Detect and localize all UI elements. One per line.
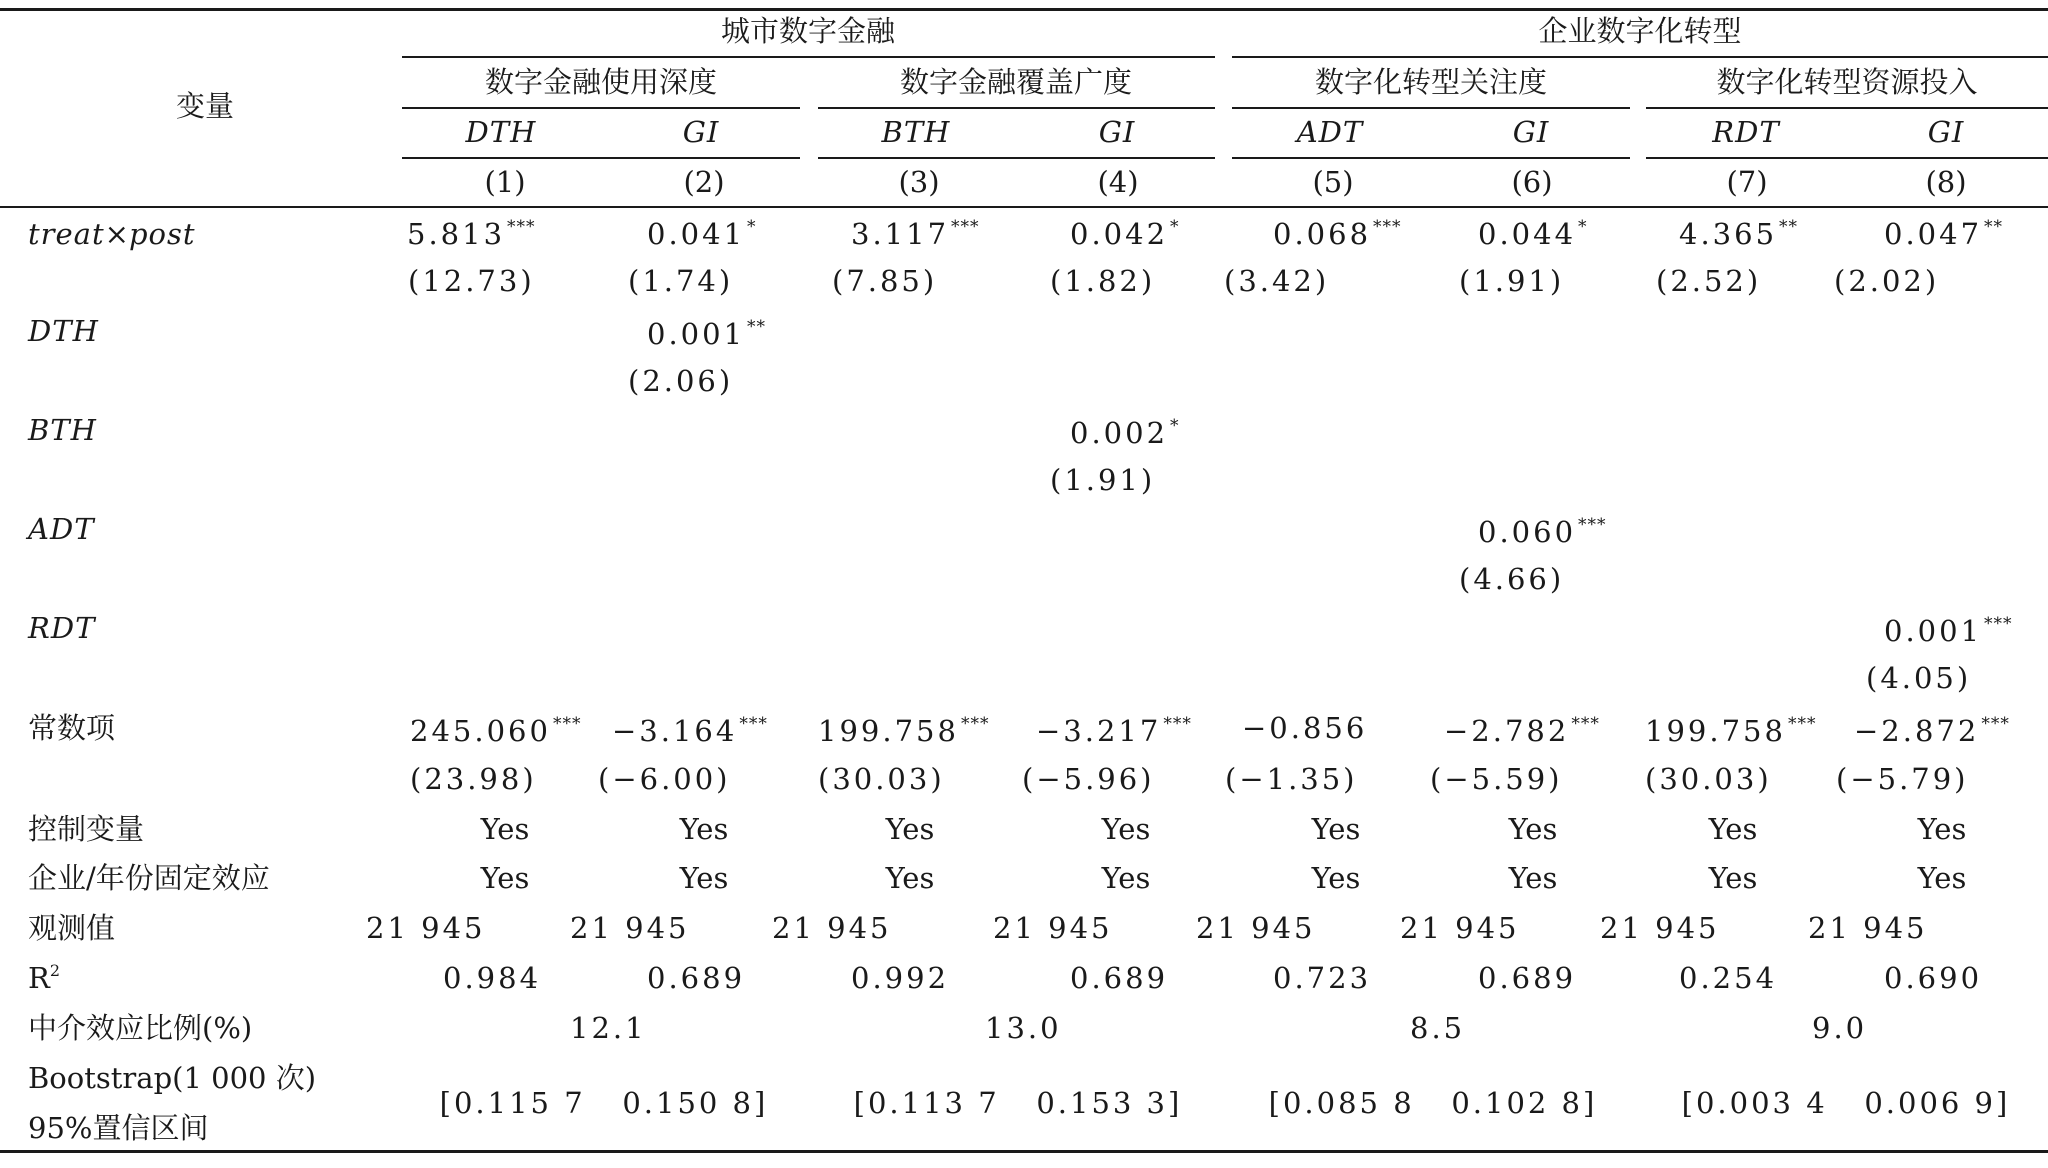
- r2-value: 0.723: [1273, 961, 1372, 995]
- coef-value: 0.001: [647, 317, 746, 351]
- t-stat: (−5.79): [1836, 762, 1969, 796]
- col-number-4: (4): [1097, 165, 1139, 199]
- group-header-digital-transformation: 企业数字化转型: [1538, 14, 1742, 48]
- coef-cell: [851, 216, 980, 257]
- row-label-confidence-interval: 95%置信区间: [28, 1111, 209, 1145]
- fe-value: Yes: [480, 861, 530, 895]
- significance-stars: ***: [1578, 515, 1607, 535]
- t-stat: (2.02): [1834, 264, 1940, 298]
- t-stat: (3.42): [1224, 264, 1330, 298]
- var-header-3: BTH: [881, 115, 951, 149]
- var-underline-3: [1232, 157, 1630, 159]
- significance-stars: ***: [507, 217, 536, 237]
- coef-value: 0.042: [1070, 217, 1169, 251]
- var-underline-4: [1646, 157, 2048, 159]
- controls-value: Yes: [1311, 812, 1361, 846]
- t-stat: (30.03): [818, 762, 945, 796]
- coef-value: 0.002: [1070, 416, 1169, 450]
- ci-value: [0.085 8 0.102 8]: [1268, 1086, 1598, 1120]
- coef-value: −2.782: [1444, 714, 1570, 748]
- significance-stars: *: [747, 217, 757, 237]
- variable-header: 变量: [175, 89, 235, 123]
- subheader-coverage-breadth: 数字金融覆盖广度: [899, 65, 1133, 99]
- col-number-2: (2): [683, 165, 725, 199]
- row-label-treat-post: [28, 216, 196, 252]
- fe-value: Yes: [1917, 861, 1967, 895]
- t-stat: (1.82): [1050, 264, 1156, 298]
- significance-stars: ***: [1163, 714, 1192, 734]
- t-stat: (−6.00): [598, 762, 731, 796]
- coef-value: −3.164: [612, 714, 738, 748]
- significance-stars: ***: [1373, 217, 1402, 237]
- mediation-value: 8.5: [1410, 1011, 1466, 1045]
- coef-value: 0.060: [1478, 515, 1577, 549]
- var-header-7: RDT: [1712, 115, 1780, 149]
- obs-value: 21 945: [1600, 911, 1720, 945]
- significance-stars: **: [1779, 217, 1799, 237]
- ci-value: [0.003 4 0.006 9]: [1681, 1086, 2011, 1120]
- mediation-value: 12.1: [570, 1011, 647, 1045]
- row-label-observations: 观测值: [28, 911, 116, 945]
- significance-stars: ***: [1984, 614, 2013, 634]
- controls-value: Yes: [885, 812, 935, 846]
- t-stat: (−1.35): [1225, 762, 1358, 796]
- coef-cell: [647, 316, 766, 357]
- subheader-resource-input: 数字化转型资源投入: [1716, 65, 1978, 99]
- significance-stars: **: [747, 317, 767, 337]
- coef-cell: [1070, 415, 1180, 456]
- obs-value: 21 945: [366, 911, 486, 945]
- r2-value: 0.689: [1478, 961, 1577, 995]
- fe-value: Yes: [885, 861, 935, 895]
- row-label-controls: 控制变量: [28, 812, 145, 846]
- controls-value: Yes: [1508, 812, 1558, 846]
- ci-value: [0.113 7 0.153 3]: [853, 1086, 1183, 1120]
- row-label-rdt: RDT: [28, 611, 96, 645]
- row-label-bootstrap: Bootstrap(1 000 次): [28, 1061, 317, 1095]
- obs-value: 21 945: [570, 911, 690, 945]
- t-stat: (30.03): [1645, 762, 1772, 796]
- coef-value: 4.365: [1679, 217, 1778, 251]
- r2-value: 0.689: [647, 961, 746, 995]
- significance-stars: ***: [951, 217, 980, 237]
- col-number-6: (6): [1511, 165, 1553, 199]
- t-stat: (4.05): [1866, 661, 1972, 695]
- var-header-2: GI: [682, 115, 720, 149]
- coef-cell: [1478, 216, 1588, 257]
- r2-value: 0.690: [1884, 961, 1983, 995]
- r2-value: 0.689: [1070, 961, 1169, 995]
- r2-value: 0.254: [1679, 961, 1778, 995]
- t-stat: (1.91): [1050, 463, 1156, 497]
- row-label-adt: ADT: [28, 512, 95, 546]
- coef-cell: [407, 216, 536, 257]
- coef-value: 3.117: [851, 217, 950, 251]
- row-label-dth: DTH: [28, 314, 99, 348]
- fe-value: Yes: [679, 861, 729, 895]
- significance-stars: ***: [1787, 714, 1817, 734]
- coef-value: −2.872: [1854, 714, 1980, 748]
- obs-value: 21 945: [993, 911, 1113, 945]
- obs-value: 21 945: [772, 911, 892, 945]
- t-stat: (2.52): [1656, 264, 1762, 298]
- significance-stars: *: [1170, 217, 1180, 237]
- coef-cell: [1036, 713, 1192, 754]
- t-stat: (12.73): [408, 264, 535, 298]
- row-label-r-squared: [28, 960, 60, 1001]
- sub-underline-3: [1232, 107, 1630, 109]
- coef-value: 5.813: [407, 217, 506, 251]
- r-label: R: [28, 961, 50, 995]
- var-header-1: DTH: [465, 115, 537, 149]
- coef-cell: [1884, 216, 2003, 257]
- controls-value: Yes: [1708, 812, 1758, 846]
- coef-value: 0.047: [1884, 217, 1983, 251]
- r2-value: 0.984: [443, 961, 542, 995]
- subheader-attention: 数字化转型关注度: [1314, 65, 1548, 99]
- significance-stars: ***: [739, 714, 768, 734]
- coef-value: −0.856: [1242, 711, 1368, 745]
- var-header-4: GI: [1098, 115, 1136, 149]
- controls-value: Yes: [1917, 812, 1967, 846]
- obs-value: 21 945: [1196, 911, 1316, 945]
- controls-value: Yes: [480, 812, 530, 846]
- sub-underline-1: [402, 107, 800, 109]
- coef-value: 245.060: [410, 714, 551, 748]
- group2-underline: [1232, 56, 2048, 58]
- controls-value: Yes: [679, 812, 729, 846]
- var-header-8: GI: [1927, 115, 1965, 149]
- group-header-digital-finance: 城市数字金融: [720, 14, 896, 48]
- coef-cell: [1478, 514, 1607, 555]
- t-stat: (1.91): [1459, 264, 1565, 298]
- t-stat: (−5.96): [1022, 762, 1155, 796]
- var-header-5: ADT: [1296, 115, 1364, 149]
- coef-cell: [410, 713, 581, 754]
- label-times: ×: [104, 217, 129, 251]
- t-stat: (23.98): [410, 762, 537, 796]
- coef-cell: [1645, 713, 1816, 754]
- t-stat: (1.74): [628, 264, 734, 298]
- bottom-rule: [0, 1150, 2048, 1153]
- row-label-constant: 常数项: [28, 711, 116, 745]
- fe-value: Yes: [1311, 861, 1361, 895]
- controls-value: Yes: [1101, 812, 1151, 846]
- obs-value: 21 945: [1400, 911, 1520, 945]
- var-header-6: GI: [1512, 115, 1550, 149]
- coef-value: 0.041: [647, 217, 746, 251]
- var-underline-2: [818, 157, 1215, 159]
- coef-cell: [1679, 216, 1798, 257]
- col-number-7: (7): [1726, 165, 1768, 199]
- significance-stars: ***: [552, 714, 582, 734]
- ci-value: [0.115 7 0.150 8]: [439, 1086, 769, 1120]
- row-label-fixed-effects: 企业/年份固定效应: [28, 861, 270, 895]
- coef-value: 0.044: [1478, 217, 1577, 251]
- r2-value: 0.992: [851, 961, 950, 995]
- sub-underline-4: [1646, 107, 2048, 109]
- var-underline-1: [402, 157, 800, 159]
- significance-stars: ***: [1981, 714, 2010, 734]
- mediation-value: 13.0: [985, 1011, 1062, 1045]
- coef-cell: [612, 713, 768, 754]
- coef-cell: [1884, 613, 2013, 654]
- coef-value: 0.001: [1884, 614, 1983, 648]
- label-treat: treat: [28, 217, 105, 251]
- significance-stars: *: [1170, 416, 1180, 436]
- t-stat: (7.85): [832, 264, 938, 298]
- significance-stars: **: [1984, 217, 2004, 237]
- subheader-usage-depth: 数字金融使用深度: [484, 65, 718, 99]
- col-number-3: (3): [898, 165, 940, 199]
- label-post: post: [128, 217, 196, 251]
- coef-cell: [1242, 710, 1369, 751]
- mediation-value: 9.0: [1812, 1011, 1868, 1045]
- t-stat: (−5.59): [1430, 762, 1563, 796]
- significance-stars: *: [1578, 217, 1588, 237]
- coef-cell: [1854, 713, 2010, 754]
- significance-stars: ***: [1571, 714, 1600, 734]
- t-stat: (4.66): [1459, 562, 1565, 596]
- coef-value: −3.217: [1036, 714, 1162, 748]
- row-label-mediation: 中介效应比例(%): [28, 1011, 253, 1045]
- coef-value: 199.758: [818, 714, 959, 748]
- coef-cell: [1070, 216, 1180, 257]
- t-stat: (2.06): [628, 364, 734, 398]
- fe-value: Yes: [1708, 861, 1758, 895]
- fe-value: Yes: [1101, 861, 1151, 895]
- significance-stars: ***: [960, 714, 990, 734]
- group1-underline: [402, 56, 1215, 58]
- row-label-bth: BTH: [28, 413, 97, 447]
- coef-cell: [1444, 713, 1600, 754]
- col-number-5: (5): [1312, 165, 1354, 199]
- r-label-superscript: 2: [49, 961, 61, 980]
- header-bottom-rule: [0, 206, 2048, 208]
- coef-value: 0.068: [1273, 217, 1372, 251]
- col-number-8: (8): [1925, 165, 1967, 199]
- obs-value: 21 945: [1808, 911, 1928, 945]
- fe-value: Yes: [1508, 861, 1558, 895]
- col-number-1: (1): [484, 165, 526, 199]
- coef-cell: [647, 216, 757, 257]
- coef-cell: [818, 713, 989, 754]
- coef-value: 199.758: [1645, 714, 1786, 748]
- sub-underline-2: [818, 107, 1215, 109]
- coef-cell: [1273, 216, 1402, 257]
- top-rule: [0, 8, 2048, 11]
